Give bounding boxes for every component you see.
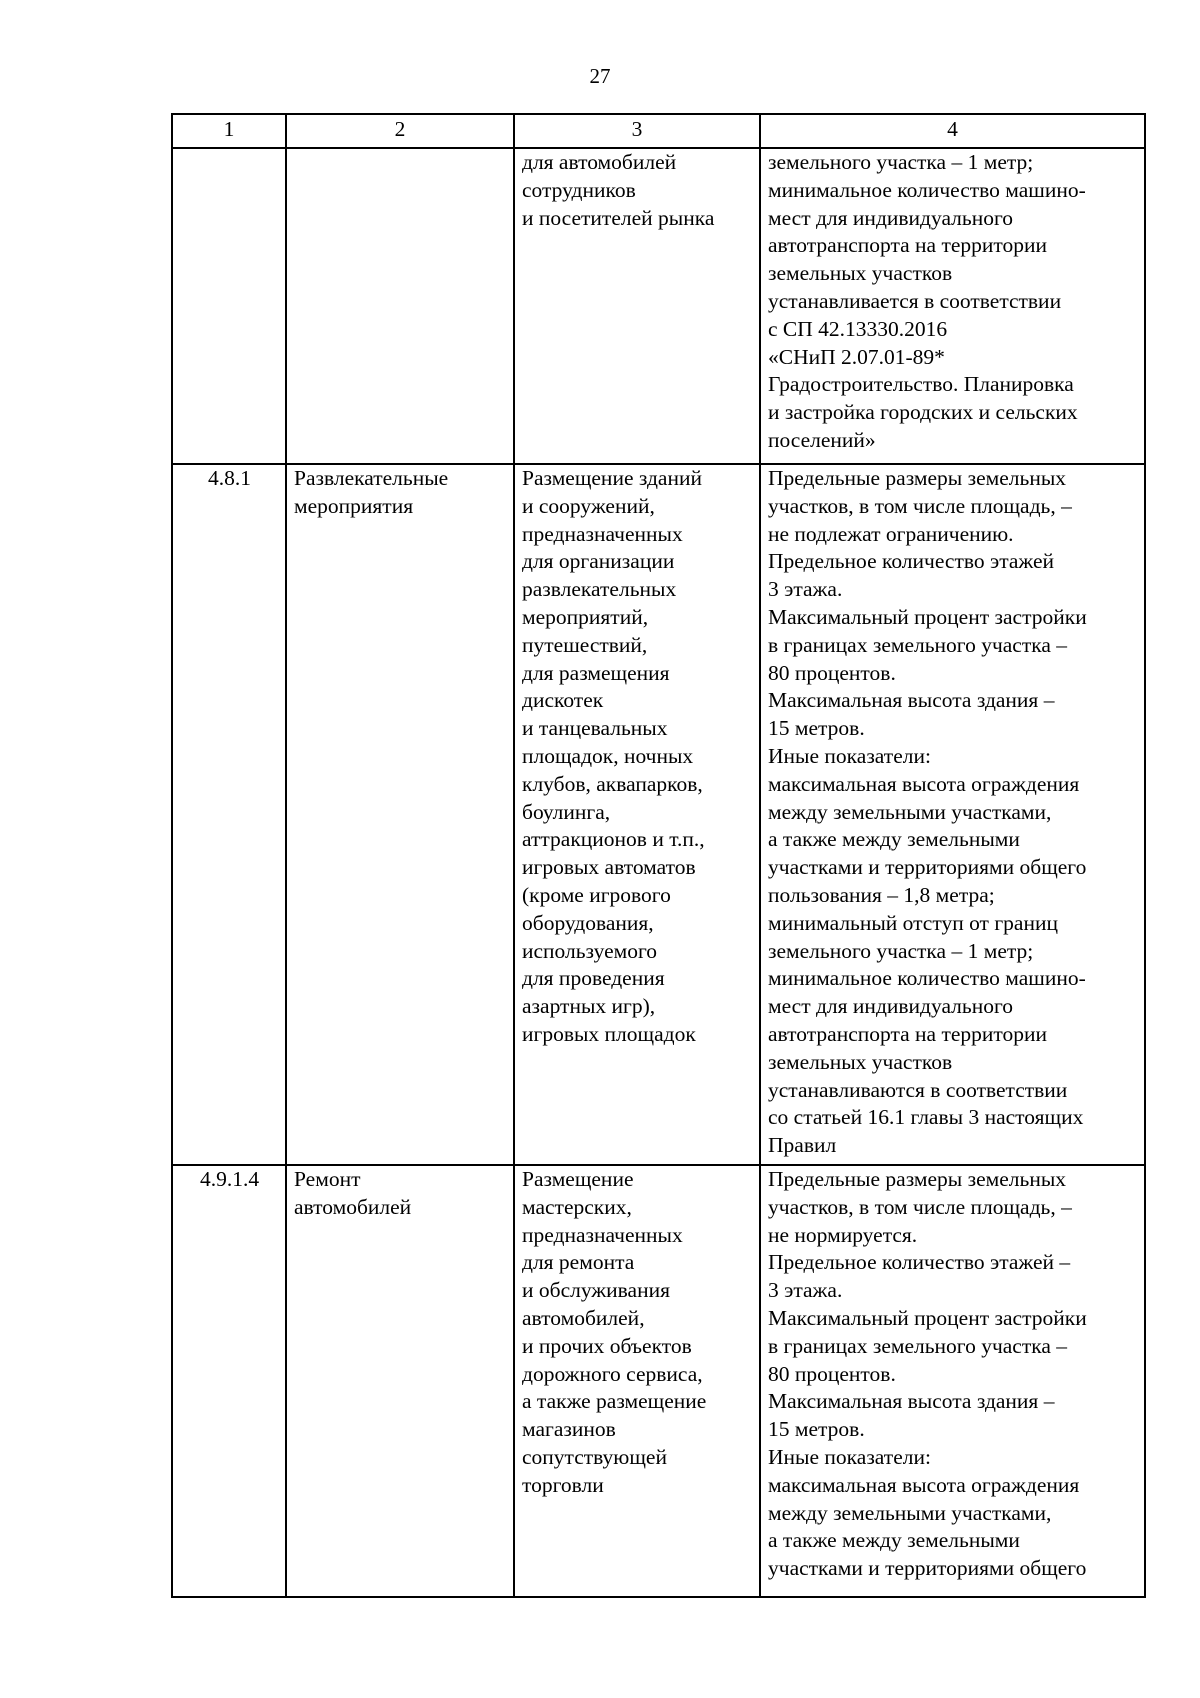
description-line: а также размещение <box>522 1389 707 1414</box>
parameters-line: Максимальный процент застройки <box>768 604 1087 629</box>
name-line: мероприятия <box>294 493 414 518</box>
cell-name <box>286 464 514 1165</box>
cell-parameters <box>760 464 1145 1165</box>
parameters-line: земельных участков <box>768 1049 953 1074</box>
description-line: сопутствующей <box>522 1444 667 1469</box>
parameters-line: 80 процентов. <box>768 660 896 685</box>
parameters-line: а также между земельными <box>768 827 1020 852</box>
parameters-line: Предельное количество этажей – <box>768 1250 1071 1275</box>
parameters-line: Иные показатели: <box>768 1444 931 1469</box>
description-line: для автомобилей <box>522 150 677 174</box>
description-line: предназначенных <box>522 1222 683 1247</box>
description-line: для организации <box>522 549 675 574</box>
parameters-line: а также между земельными <box>768 1528 1020 1553</box>
parameters-line: мест для индивидуального <box>768 205 1014 230</box>
description-line: развлекательных <box>522 577 677 602</box>
parameters-line: участками и территориями общего <box>768 855 1087 880</box>
description-line: аттракционов и т.п., <box>522 827 705 852</box>
cell-description <box>514 148 760 464</box>
parameters-line: земельных участков <box>768 261 953 286</box>
parameters-line: 15 метров. <box>768 716 865 741</box>
description-line: для проведения <box>522 966 665 991</box>
parameters-line: мест для индивидуального <box>768 994 1014 1019</box>
description-line: площадок, ночных <box>522 743 694 768</box>
column-header-2: 2 <box>286 114 514 148</box>
description-line: используемого <box>522 938 657 963</box>
parameters-line: минимальное количество машино- <box>768 966 1086 991</box>
description-line: путешествий, <box>522 632 648 657</box>
description-line: и прочих объектов <box>522 1333 692 1358</box>
parameters-line: участками и территориями общего <box>768 1556 1087 1581</box>
table-row <box>172 464 1145 1165</box>
description-line: (кроме игрового <box>522 882 671 907</box>
description-line: для размещения <box>522 660 670 685</box>
parameters-line: 3 этажа. <box>768 577 843 602</box>
parameters-line: максимальная высота ограждения <box>768 771 1080 796</box>
description-line: и сооружений, <box>522 493 655 518</box>
parameters-line: участков, в том числе площадь, – <box>768 493 1072 518</box>
description-line: игровых автоматов <box>522 855 696 880</box>
name-line: автомобилей <box>294 1194 412 1219</box>
description-line: и посетителей рынка <box>522 205 715 230</box>
description-line: дискотек <box>522 688 604 713</box>
parameters-line: 3 этажа. <box>768 1278 843 1303</box>
name-line: Развлекательные <box>294 466 449 490</box>
parameters-line: 15 метров. <box>768 1417 865 1442</box>
column-header-3: 3 <box>514 114 760 148</box>
cell-code: 4.9.1.4 <box>172 1165 286 1597</box>
name-line: Ремонт <box>294 1167 361 1191</box>
parameters-line: максимальная высота ограждения <box>768 1472 1080 1497</box>
parameters-line: Предельные размеры земельных <box>768 1167 1067 1191</box>
parameters-line: устанавливается в соответствии <box>768 288 1062 313</box>
parameters-line: участков, в том числе площадь, – <box>768 1194 1072 1219</box>
description-line: предназначенных <box>522 521 683 546</box>
parameters-line: автотранспорта на территории <box>768 233 1048 258</box>
cell-description <box>514 464 760 1165</box>
parameters-line: поселений» <box>768 427 876 452</box>
parameters-line: в границах земельного участка – <box>768 632 1068 657</box>
parameters-line: и застройка городских и сельских <box>768 400 1078 425</box>
cell-name <box>286 1165 514 1597</box>
parameters-line: Максимальная высота здания – <box>768 688 1055 713</box>
description-line: магазинов <box>522 1417 616 1442</box>
parameters-line: земельного участка – 1 метр; <box>768 938 1034 963</box>
parameters-line: Градостроительство. Планировка <box>768 372 1074 397</box>
description-line: мастерских, <box>522 1194 632 1219</box>
description-line: и обслуживания <box>522 1278 670 1303</box>
parameters-line: с СП 42.13330.2016 <box>768 316 948 341</box>
parameters-line: в границах земельного участка – <box>768 1333 1068 1358</box>
description-line: и танцевальных <box>522 716 668 741</box>
cell-parameters <box>760 1165 1145 1597</box>
description-line: боулинга, <box>522 799 611 824</box>
parameters-line: автотранспорта на территории <box>768 1021 1048 1046</box>
parameters-line: Правил <box>768 1133 837 1158</box>
description-line: игровых площадок <box>522 1021 696 1046</box>
column-header-1: 1 <box>172 114 286 148</box>
cell-parameters <box>760 148 1145 464</box>
description-line: мероприятий, <box>522 604 649 629</box>
table-row <box>172 1165 1145 1597</box>
cell-name <box>286 148 514 464</box>
parameters-line: 80 процентов. <box>768 1361 896 1386</box>
cell-code <box>172 148 286 464</box>
parameters-line: Предельное количество этажей <box>768 549 1055 574</box>
parameters-line: пользования – 1,8 метра; <box>768 882 995 907</box>
description-line: клубов, аквапарков, <box>522 771 703 796</box>
description-line: автомобилей, <box>522 1305 645 1330</box>
column-header-4: 4 <box>760 114 1145 148</box>
parameters-line: не подлежат ограничению. <box>768 521 1014 546</box>
parameters-line: минимальное количество машино- <box>768 177 1086 202</box>
parameters-line: Иные показатели: <box>768 743 931 768</box>
parameters-line: не нормируется. <box>768 1222 918 1247</box>
description-line: азартных игр), <box>522 994 656 1019</box>
cell-code: 4.8.1 <box>172 464 286 1165</box>
description-line: торговли <box>522 1472 604 1497</box>
parameters-line: Максимальная высота здания – <box>768 1389 1055 1414</box>
cell-description <box>514 1165 760 1597</box>
description-line: для ремонта <box>522 1250 635 1275</box>
parameters-line: со статьей 16.1 главы 3 настоящих <box>768 1105 1084 1130</box>
parameters-line: устанавливаются в соответствии <box>768 1077 1068 1102</box>
table-row <box>172 148 1145 464</box>
parameters-line: земельного участка – 1 метр; <box>768 150 1034 174</box>
description-line: Размещение зданий <box>522 466 702 490</box>
description-line: оборудования, <box>522 910 654 935</box>
description-line: дорожного сервиса, <box>522 1361 703 1386</box>
parameters-line: минимальный отступ от границ <box>768 910 1058 935</box>
parameters-line: между земельными участками, <box>768 799 1052 824</box>
parameters-line: между земельными участками, <box>768 1500 1052 1525</box>
parameters-line: Предельные размеры земельных <box>768 466 1067 490</box>
zoning-table <box>171 113 1146 1598</box>
page-number: 27 <box>589 64 611 88</box>
description-line: сотрудников <box>522 177 636 202</box>
parameters-line: «СНиП 2.07.01-89* <box>768 344 945 369</box>
description-line: Размещение <box>522 1167 634 1191</box>
table-header-row <box>172 114 1145 148</box>
parameters-line: Максимальный процент застройки <box>768 1305 1087 1330</box>
